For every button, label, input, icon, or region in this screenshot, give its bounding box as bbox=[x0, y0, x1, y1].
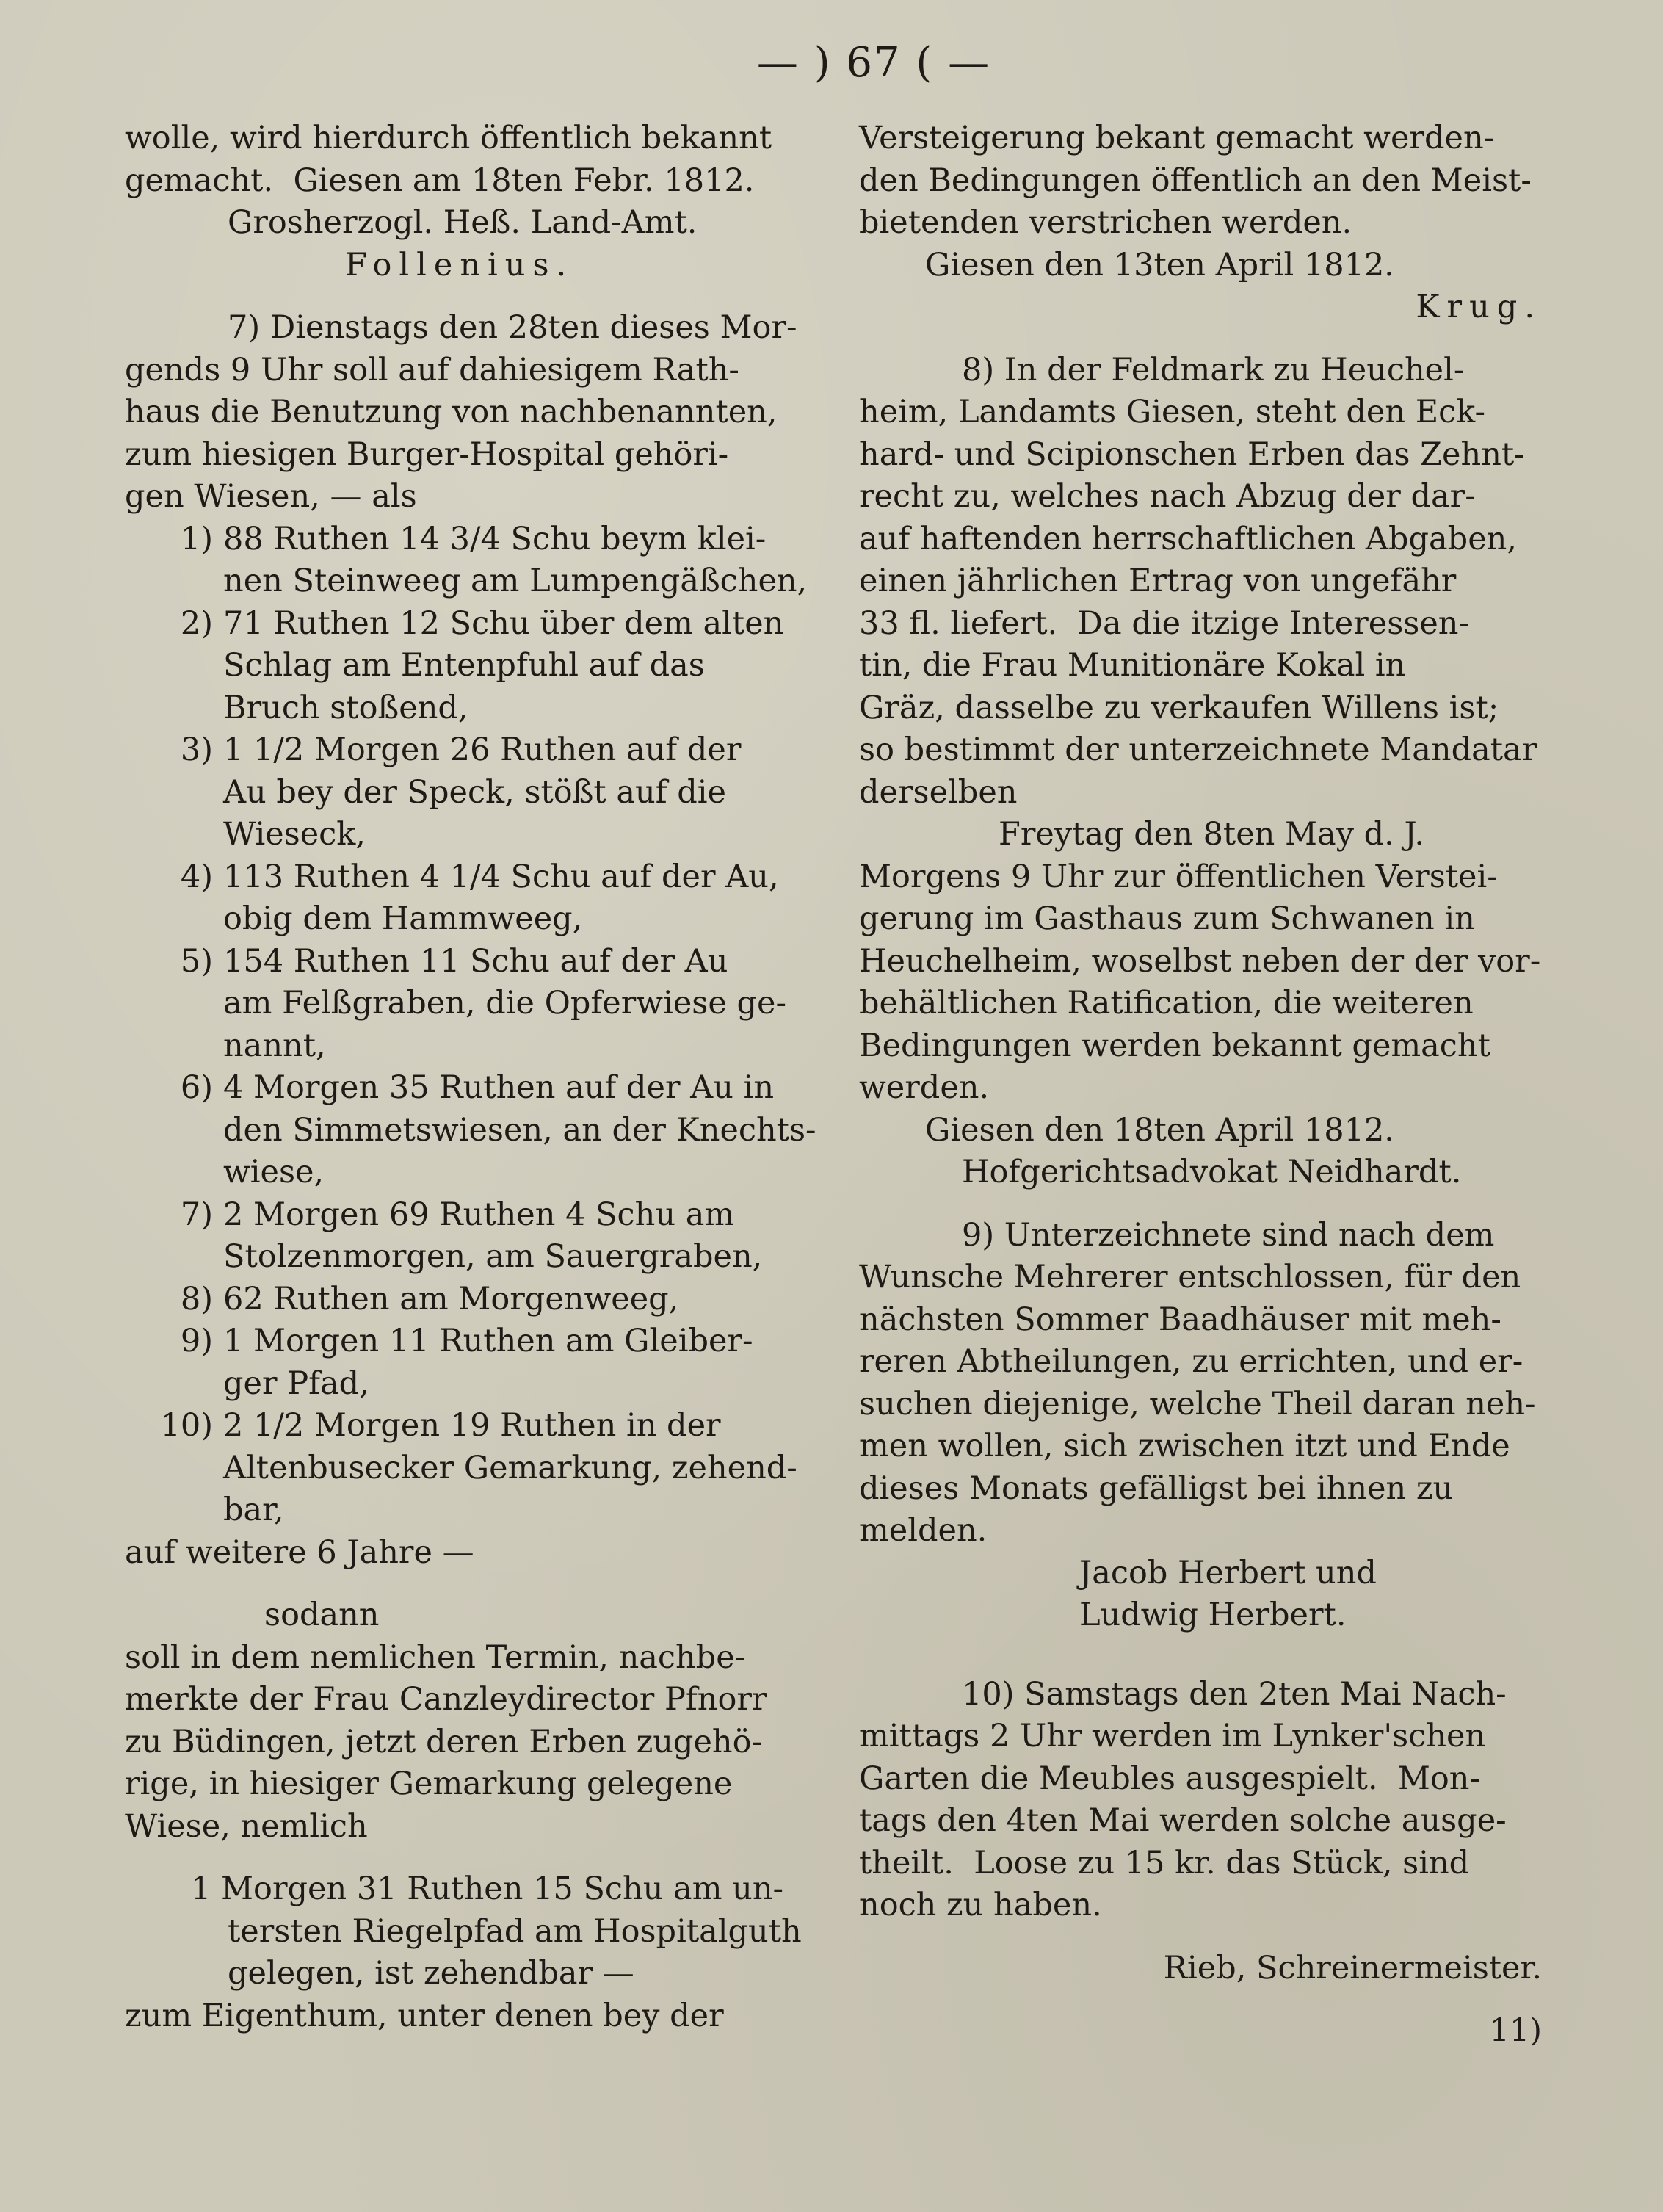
item-number: 3) bbox=[180, 731, 213, 768]
item-number: 2) bbox=[180, 604, 213, 642]
item-text: obig dem Hammweeg, bbox=[223, 900, 583, 937]
text-line: auf weitere 6 Jahre — bbox=[125, 1533, 474, 1571]
signature: Rieb, Schreinermeister. bbox=[1163, 1949, 1542, 1987]
list-item-continuation bbox=[125, 772, 859, 814]
signature: Ludwig Herbert. bbox=[1079, 1597, 1347, 1633]
list-item-continuation bbox=[125, 1152, 859, 1194]
list-item bbox=[125, 856, 859, 899]
list-item-continuation bbox=[125, 1110, 859, 1152]
text-line: Wiese, nemlich bbox=[125, 1807, 368, 1845]
item-number: 10) bbox=[160, 1407, 213, 1444]
text-line: recht zu, welches nach Abzug der dar- bbox=[859, 478, 1476, 515]
list-item-continuation bbox=[125, 898, 859, 941]
item-number bbox=[125, 898, 223, 941]
item-text: wiese, bbox=[223, 1154, 325, 1190]
text-line: reren Abtheilungen, zu errichten, und er- bbox=[859, 1343, 1523, 1380]
list-item-continuation bbox=[125, 1447, 859, 1490]
signature: Hofgerichtsadvokat Neidhardt. bbox=[962, 1154, 1462, 1190]
item-text: 1 Morgen 11 Ruthen am Gleiber- bbox=[223, 1323, 753, 1359]
item-number bbox=[125, 1152, 223, 1194]
item-number: 1) bbox=[180, 520, 213, 557]
list-item-continuation bbox=[125, 1363, 859, 1406]
text-line: den Bedingungen öffentlich an den Meist- bbox=[859, 162, 1532, 199]
text-line: Morgens 9 Uhr zur öffentlichen Verstei- bbox=[859, 858, 1498, 895]
signature: Follenius. bbox=[345, 246, 574, 283]
page-number: — ) 67 ( — bbox=[756, 38, 991, 87]
item-text: 2 Morgen 69 Ruthen 4 Schu am bbox=[223, 1196, 735, 1233]
text-line: gemacht. Giesen am 18ten Febr. 1812. bbox=[125, 162, 755, 199]
item-number bbox=[125, 1363, 223, 1406]
list-item-continuation bbox=[125, 814, 859, 856]
signature: Krug. bbox=[1416, 289, 1542, 325]
item-number bbox=[125, 772, 223, 814]
item-text: Wieseck, bbox=[223, 816, 366, 853]
item-text: 154 Ruthen 11 Schu auf der Au bbox=[223, 942, 728, 980]
text-line: 1 Morgen 31 Ruthen 15 Schu am un- bbox=[191, 1871, 784, 1907]
text-line: auf haftenden herrschaftlichen Abgaben, bbox=[859, 520, 1518, 557]
item-text: nen Steinweeg am Lumpengäßchen, bbox=[223, 563, 808, 599]
item-text: ger Pfad, bbox=[223, 1365, 369, 1402]
item-number bbox=[125, 645, 223, 687]
item-number bbox=[125, 687, 223, 730]
right-column bbox=[859, 118, 1564, 2053]
item-number: 6) bbox=[180, 1069, 213, 1106]
item-text: Au bey der Speck, stößt auf die bbox=[223, 773, 726, 811]
item-number bbox=[125, 560, 223, 603]
item-text: 71 Ruthen 12 Schu über dem alten bbox=[223, 604, 784, 642]
item-text: Bruch stoßend, bbox=[223, 689, 468, 726]
item-text: 88 Ruthen 14 3/4 Schu beym klei- bbox=[223, 520, 767, 557]
item-number: 9) bbox=[180, 1323, 213, 1359]
text-line: rige, in hiesiger Gemarkung gelegene bbox=[125, 1765, 733, 1802]
meadow-list bbox=[125, 518, 859, 1532]
left-column bbox=[125, 118, 859, 2037]
text-line: noch zu haben. bbox=[859, 1887, 1102, 1923]
item-text: bar, bbox=[223, 1492, 284, 1528]
list-item bbox=[125, 1279, 859, 1321]
text-line: Grosherzogl. Heß. Land-Amt. bbox=[228, 204, 698, 241]
text-line: theilt. Loose zu 15 kr. das Stück, sind bbox=[859, 1844, 1470, 1882]
item-number bbox=[125, 814, 223, 856]
item-number: 7) bbox=[180, 1196, 213, 1233]
text-line: heim, Landamts Giesen, steht den Eck- bbox=[859, 394, 1486, 430]
list-item bbox=[125, 603, 859, 646]
text-line: soll in dem nemlichen Termin, nachbe- bbox=[125, 1638, 746, 1676]
list-item bbox=[125, 1067, 859, 1110]
date-line: Giesen den 13ten April 1812. bbox=[925, 246, 1394, 283]
text-line: merkte der Frau Canzleydirector Pfnorr bbox=[125, 1681, 767, 1718]
text-line: zum Eigenthum, unter denen bey der bbox=[125, 1997, 724, 2034]
text-line: bietenden verstrichen werden. bbox=[859, 204, 1352, 241]
text-line: dieses Monats gefälligst bei ihnen zu bbox=[859, 1470, 1454, 1507]
item-number: 5) bbox=[180, 942, 213, 980]
list-item-continuation bbox=[125, 645, 859, 687]
list-item bbox=[125, 1194, 859, 1237]
text-line: 33 fl. liefert. Da die itzige Interessen- bbox=[859, 604, 1470, 642]
item-text: nannt, bbox=[223, 1027, 326, 1064]
auction-date: Freytag den 8ten May d. J. bbox=[999, 816, 1425, 853]
text-line: wolle, wird hierdurch öffentlich bekannt bbox=[125, 120, 772, 156]
meadow-description bbox=[125, 1868, 859, 1995]
item-number bbox=[125, 1025, 223, 1068]
list-item bbox=[125, 941, 859, 983]
item-text: 2 1/2 Morgen 19 Ruthen in der bbox=[223, 1407, 721, 1444]
sodann-paragraph bbox=[125, 1637, 859, 1848]
item-text: 62 Ruthen am Morgenweeg, bbox=[223, 1280, 679, 1318]
text-line: mittags 2 Uhr werden im Lynker'schen bbox=[859, 1718, 1486, 1754]
list-item bbox=[125, 1320, 859, 1363]
notice-8 bbox=[859, 350, 1564, 1194]
item-text: Altenbusecker Gemarkung, zehend- bbox=[223, 1449, 797, 1486]
sodann-heading: sodann bbox=[264, 1597, 380, 1633]
list-item-continuation bbox=[125, 1025, 859, 1068]
text-line: gerung im Gasthaus zum Schwanen in bbox=[859, 900, 1475, 937]
list-item-continuation bbox=[125, 1489, 859, 1532]
text-line: 8) In der Feldmark zu Heuchel- bbox=[962, 351, 1465, 388]
text-line: 7) Dienstags den 28ten dieses Mor- bbox=[228, 309, 797, 346]
text-line: so bestimmt der unterzeichnete Mandatar bbox=[859, 731, 1537, 768]
intro-paragraph bbox=[125, 118, 859, 286]
item-number: 8) bbox=[180, 1280, 213, 1318]
text-line: suchen diejenige, welche Theil daran neh- bbox=[859, 1385, 1536, 1423]
item-number bbox=[125, 1110, 223, 1152]
notice-10 bbox=[859, 1674, 1564, 1927]
text-line: behältlichen Ratification, die weiteren bbox=[859, 985, 1474, 1022]
text-line: melden. bbox=[859, 1512, 988, 1549]
text-line: tags den 4ten Mai werden solche ausge- bbox=[859, 1802, 1507, 1839]
text-line: Bedingungen werden bekannt gemacht bbox=[859, 1027, 1490, 1064]
continued-paragraph bbox=[859, 118, 1564, 329]
catchword: 11) bbox=[1489, 2012, 1542, 2049]
item-number bbox=[125, 983, 223, 1025]
list-item bbox=[125, 1405, 859, 1447]
text-line: haus die Benutzung von nachbenannten, bbox=[125, 394, 778, 430]
text-line: men wollen, sich zwischen itzt und Ende bbox=[859, 1428, 1510, 1464]
list-item bbox=[125, 518, 859, 561]
text-line: 10) Samstags den 2ten Mai Nach- bbox=[962, 1675, 1507, 1713]
text-line: tersten Riegelpfad am Hospitalguth bbox=[228, 1912, 802, 1950]
item-text: 4 Morgen 35 Ruthen auf der Au in bbox=[223, 1069, 775, 1106]
text-line: 9) Unterzeichnete sind nach dem bbox=[962, 1216, 1495, 1254]
text-line: Heuchelheim, woselbst neben der der vor- bbox=[859, 942, 1541, 980]
text-line: gen Wiesen, — als bbox=[125, 478, 417, 515]
item-number bbox=[125, 1447, 223, 1490]
list-item-continuation bbox=[125, 983, 859, 1025]
notice-7 bbox=[125, 307, 859, 518]
list-item-continuation bbox=[125, 1236, 859, 1279]
list-item bbox=[125, 729, 859, 772]
item-text: den Simmetswiesen, an der Knechts- bbox=[223, 1111, 816, 1149]
list-item-continuation bbox=[125, 560, 859, 603]
item-number bbox=[125, 1489, 223, 1532]
text-line: Gräz, dasselbe zu verkaufen Willens ist; bbox=[859, 689, 1499, 726]
item-text: 1 1/2 Morgen 26 Ruthen auf der bbox=[223, 731, 742, 768]
date-line: Giesen den 18ten April 1812. bbox=[925, 1111, 1394, 1149]
text-line: gends 9 Uhr soll auf dahiesigem Rath- bbox=[125, 351, 739, 388]
item-text: Schlag am Entenpfuhl auf das bbox=[223, 647, 705, 684]
item-text: 113 Ruthen 4 1/4 Schu auf der Au, bbox=[223, 858, 779, 895]
item-number bbox=[125, 1236, 223, 1279]
page-number-header bbox=[705, 29, 1043, 95]
text-line: einen jährlichen Ertrag von ungefähr bbox=[859, 563, 1457, 599]
text-line: Versteigerung bekant gemacht werden- bbox=[859, 120, 1495, 156]
text-line: Wunsche Mehrerer entschlossen, für den bbox=[859, 1259, 1521, 1295]
signature: Jacob Herbert und bbox=[1079, 1554, 1377, 1591]
text-line: Garten die Meubles ausgespielt. Mon- bbox=[859, 1760, 1480, 1797]
text-line: tin, die Frau Munitionäre Kokal in bbox=[859, 647, 1406, 684]
text-line: werden. bbox=[859, 1069, 990, 1106]
text-line: zu Büdingen, jetzt deren Erben zugehö- bbox=[125, 1723, 762, 1760]
text-line: gelegen, ist zehendbar — bbox=[228, 1955, 634, 1992]
text-line: nächsten Sommer Baadhäuser mit meh- bbox=[859, 1301, 1501, 1338]
text-line: hard- und Scipionschen Erben das Zehnt- bbox=[859, 435, 1525, 473]
item-text: am Felßgraben, die Opferwiese ge- bbox=[223, 985, 786, 1022]
list-item-continuation bbox=[125, 687, 859, 730]
notice-9 bbox=[859, 1215, 1564, 1637]
item-number: 4) bbox=[180, 858, 213, 895]
text-line: derselben bbox=[859, 773, 1018, 811]
text-line: zum hiesigen Burger-Hospital gehöri- bbox=[125, 435, 729, 473]
item-text: Stolzenmorgen, am Sauergraben, bbox=[223, 1238, 763, 1275]
